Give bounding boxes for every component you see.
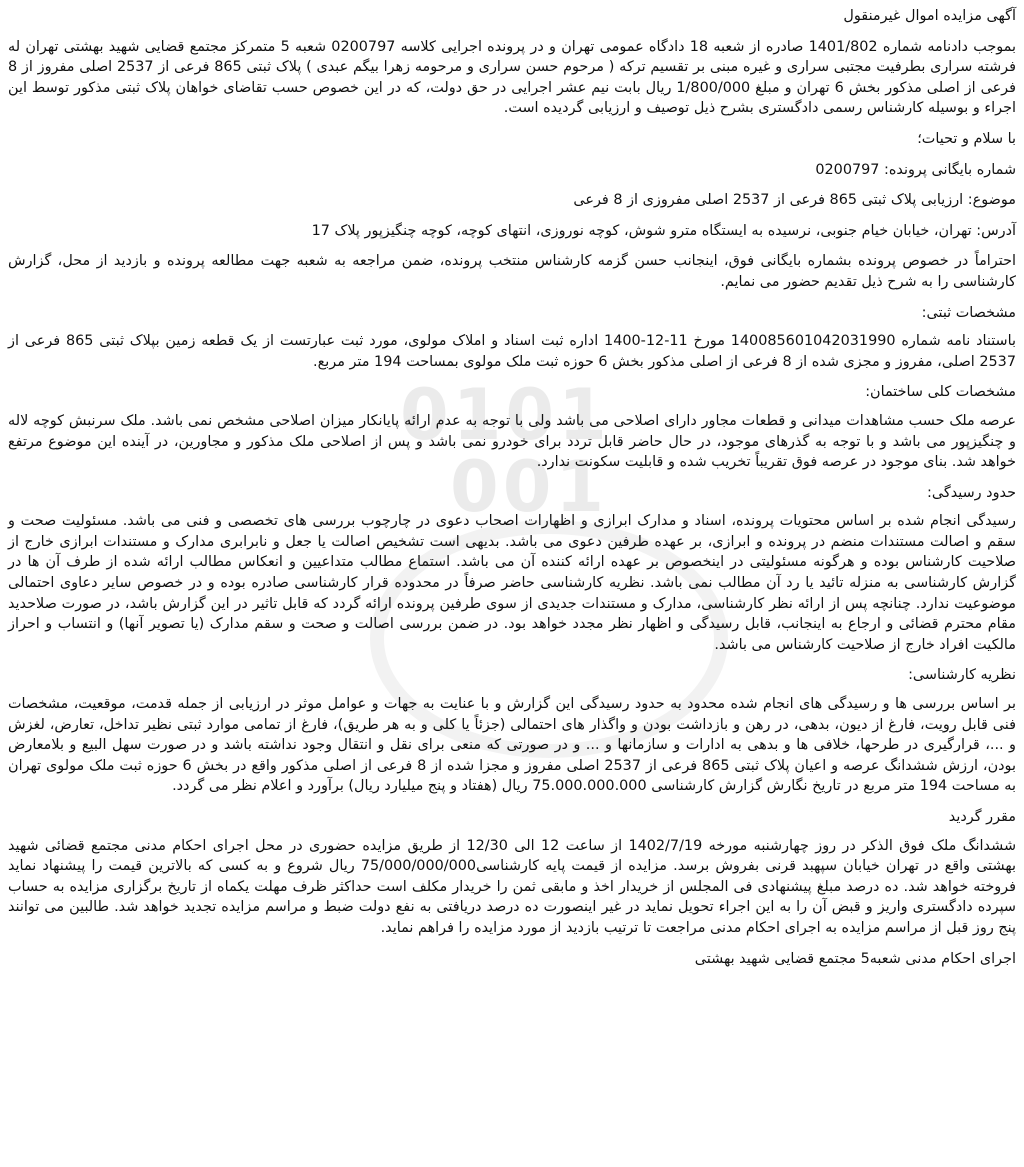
scope-paragraph: رسیدگی انجام شده بر اساس محتویات پرونده، اسناد و مدارک ابرازی و اظهارات اصحاب دعوی در چارچوب بررسی های تخصصی و فنی می باشد. مسئولیت صحت و سقم و اصالت مستندات منضم در پرونده و ابرازی، بر عهده طرفین دعوی می باشد. بدیهی است تشخیص اصالت یا جعل و نابرابری مدارک و مستندات ابرازی خارج از صلاحیت کارشناس بوده و هرگونه مسئولیتی در اینخصوص بر عهده ارائه کننده آن می باشد. استماع مطالب متداعیین و انعکاس مطالب ارائه شده از طرف آن ها در گزارش کارشناسی به منزله تائید یا رد آن مطالب نمی باشد. نظریه کارشناسی حاضر صرفاً در محدوده قرار کارشناسی صادره بوده و در خصوص سایر دعاوی احتمالی موضوعیت ندارد. چنانچه پس از ارائه نظر کارشناسی، مدارک و مستندات جدیدی از سوی طرفین پرونده ارائه گردد که قابل تاثیر در این گزارش باشد، در صورت صلاحدید مقام محترم قضائی و ارجاع به اینجانب، قابل رسیدگی و اظهار نظر مجدد خواهد بود. در ضمن بررسی اصالت و صحت و سقم مدارک (یا تصویر آنها) و انتساب و احراز مالکیت افراد خارج از صلاحیت کارشناس می باشد. bbox=[8, 513, 1016, 653]
respect-paragraph: احتراماً در خصوص پرونده بشماره بایگانی فوق، اینجانب حسن گزمه کارشناس منتخب پرونده، ضمن مراجعه به شعبه جهت مطالعه پرونده و بازدید از محل، گزارش کارشناسی را به شرح ذیل تقدیم حضور می نمایم. bbox=[8, 253, 1016, 290]
greeting: با سلام و تحیات؛ bbox=[917, 130, 1016, 147]
watermark-digits-1: 0101 bbox=[400, 374, 611, 456]
decided-paragraph: ششدانگ ملک فوق الذکر در روز چهارشنبه مورخه 1402/7/19 از ساعت 12 الی 12/30 از طریق مزایده حضوری در محل اجرای احکام مدنی مجتمع قضائی شهید بهشتی واقع در تهران خیابان سپهبد قرنی بفروش برسد. مزایده از قیمت پایه کارشناسی75/000/000/000 ریال شروع و به کسی که بالاترین قیمت را پیشنهاد نماید فروخته خواهد شد. ده درصد مبلغ پیشنهادی فی المجلس از خریدار اخذ و مابقی ثمن را خریدار مکلف است حداکثر ظرف مهلت یکماه از تاریخ برگزاری مزایده به حساب سپرده دادگستری واریز و قبض آن را به این اجراء تحویل نماید در غیر اینصورت ده درصد دریافتی به نفع دولت ضبط و مراسم مزایده تجدید خواهد شد. طالبین می توانند پنج روز قبل از مراسم مزایده به اجرای احکام مدنی مراجعت تا ترتیب بازدید از مورد مزایده را فراهم نماید. bbox=[8, 837, 1017, 936]
intro-paragraph: بموجب دادنامه شماره 1401/802 صادره از شعبه 18 دادگاه عمومی تهران و در پرونده اجرایی کلاسه 0200797 شعبه 5 متمرکز مجتمع قضایی شهید بهشتی تهران له فرشته سراری بطرفیت مجتبی سراری و غیره مبنی بر تقسیم ترکه ( مرحوم حسن سراری و مرحومه زهرا بیگم عبدی ) پلاک ثبتی 865 فرعی از 2537 اصلی مفروز از 8 فرعی از اصلی مذکور بخش 6 تهران و مبلغ 1/800/000 ریال بابت نیم عشر اجرایی در حق دولت، که در این خصوص حسب تقاضای خواهان پلاک ثبتی مذکور توسط این اجراء و بوسیله کارشناس رسمی دادگستری بشرح ذیل توصیف و ارزیابی گردیده است. bbox=[8, 38, 1016, 117]
building-paragraph: عرصه ملک حسب مشاهدات میدانی و قطعات مجاور دارای اصلاحی می باشد ولی با توجه به عدم ارائه پایانکار میزان اصلاحی مشخص نمی باشد. ملک سرنبش کوچه لاله و چنگیزپور می باشد و با توجه به گذرهای موجود، در حال حاضر قابل تردد برای خودرو نمی باشد و پس از اصلاحی ملک مذکور و مجاورین، در آینده این موضوع مرتفع خواهد شد. بنای موجود در عرصه فوق تقریباً تخریب شده و قابلیت سکونت ندارد. bbox=[8, 412, 1016, 471]
registry-paragraph: باستناد نامه شماره 140085601042031990 مورخ 11-12-1400 اداره ثبت اسناد و املاک مولوی، مورد ثبت عبارتست از یک قطعه زمین بپلاک ثبتی 865 فرعی از 2537 اصلی، مفروز و مجزی شده از 8 فرعی از اصلی مذکور بخش 6 حوزه ثبت ملک مولوی بمساحت 194 متر مربع. bbox=[8, 333, 1017, 370]
opinion-heading: نظریه کارشناسی: bbox=[908, 667, 1016, 684]
address-line: آدرس: تهران، خیابان خیام جنوبی، نرسیده به ایستگاه مترو شوش، کوچه نوروزی، انتهای کوچه، کوچه چنگیزپور پلاک 17 bbox=[311, 222, 1016, 239]
scope-heading: حدود رسیدگی: bbox=[927, 484, 1016, 501]
notice-title: آگهی مزایده اموال غیرمنقول bbox=[843, 8, 1016, 24]
watermark-digits-2: 001 bbox=[450, 446, 609, 528]
notice-content bbox=[8, 6, 1016, 969]
opinion-paragraph: بر اساس بررسی ها و رسیدگی های انجام شده محدود به حدود رسیدگی این گزارش و با عنایت به جهات و عوامل موثر در ارزیابی از جمله قدمت، موقعیت، مشخصات فنی قابل رویت، فارغ از دیون، بدهی، در رهن و بازداشت بودن و واگذار های احتمالی (جزئاً یا کلی و به هر طریق)، فارغ از تمامی موارد ثبتی نظیر تداخل، تعارض، لغزش و ...، قرارگیری در طرحها، خلافی ها و بدهی به ادارات و سازمانها و ... و در صورتی که منعی برای نقل و انتقال وجود نداشته باشد و در صورت سهل البیع و بلامعارض بودن، ارزش ششدانگ عرصه و اعیان پلاک ثبتی 865 فرعی از 2537 اصلی مفروز و مجزا شده از 8 فرعی از اصلی مذکور واقع در بخش 6 حوزه ثبت ملک مولوی تهران به مساحت 194 متر مربع در تاریخ نگارش گزارش کارشناسی 75.000.000.000 ریال (هفتاد و پنج میلیارد ریال) برآورد و اعلام نظر می گردد. bbox=[8, 696, 1016, 795]
signature: اجرای احکام مدنی شعبه5 مجتمع قضایی شهید بهشتی bbox=[694, 950, 1016, 967]
subject-line: موضوع: ارزیابی پلاک ثبتی 865 فرعی از 2537 اصلی مفروزی از 8 فرعی bbox=[573, 192, 1016, 209]
archive-number: شماره بایگانی پرونده: 0200797 bbox=[815, 161, 1016, 178]
building-heading: مشخصات کلی ساختمان: bbox=[865, 384, 1016, 401]
decided-heading: مقرر گردید bbox=[948, 809, 1016, 825]
registry-heading: مشخصات ثبتی: bbox=[921, 304, 1016, 321]
